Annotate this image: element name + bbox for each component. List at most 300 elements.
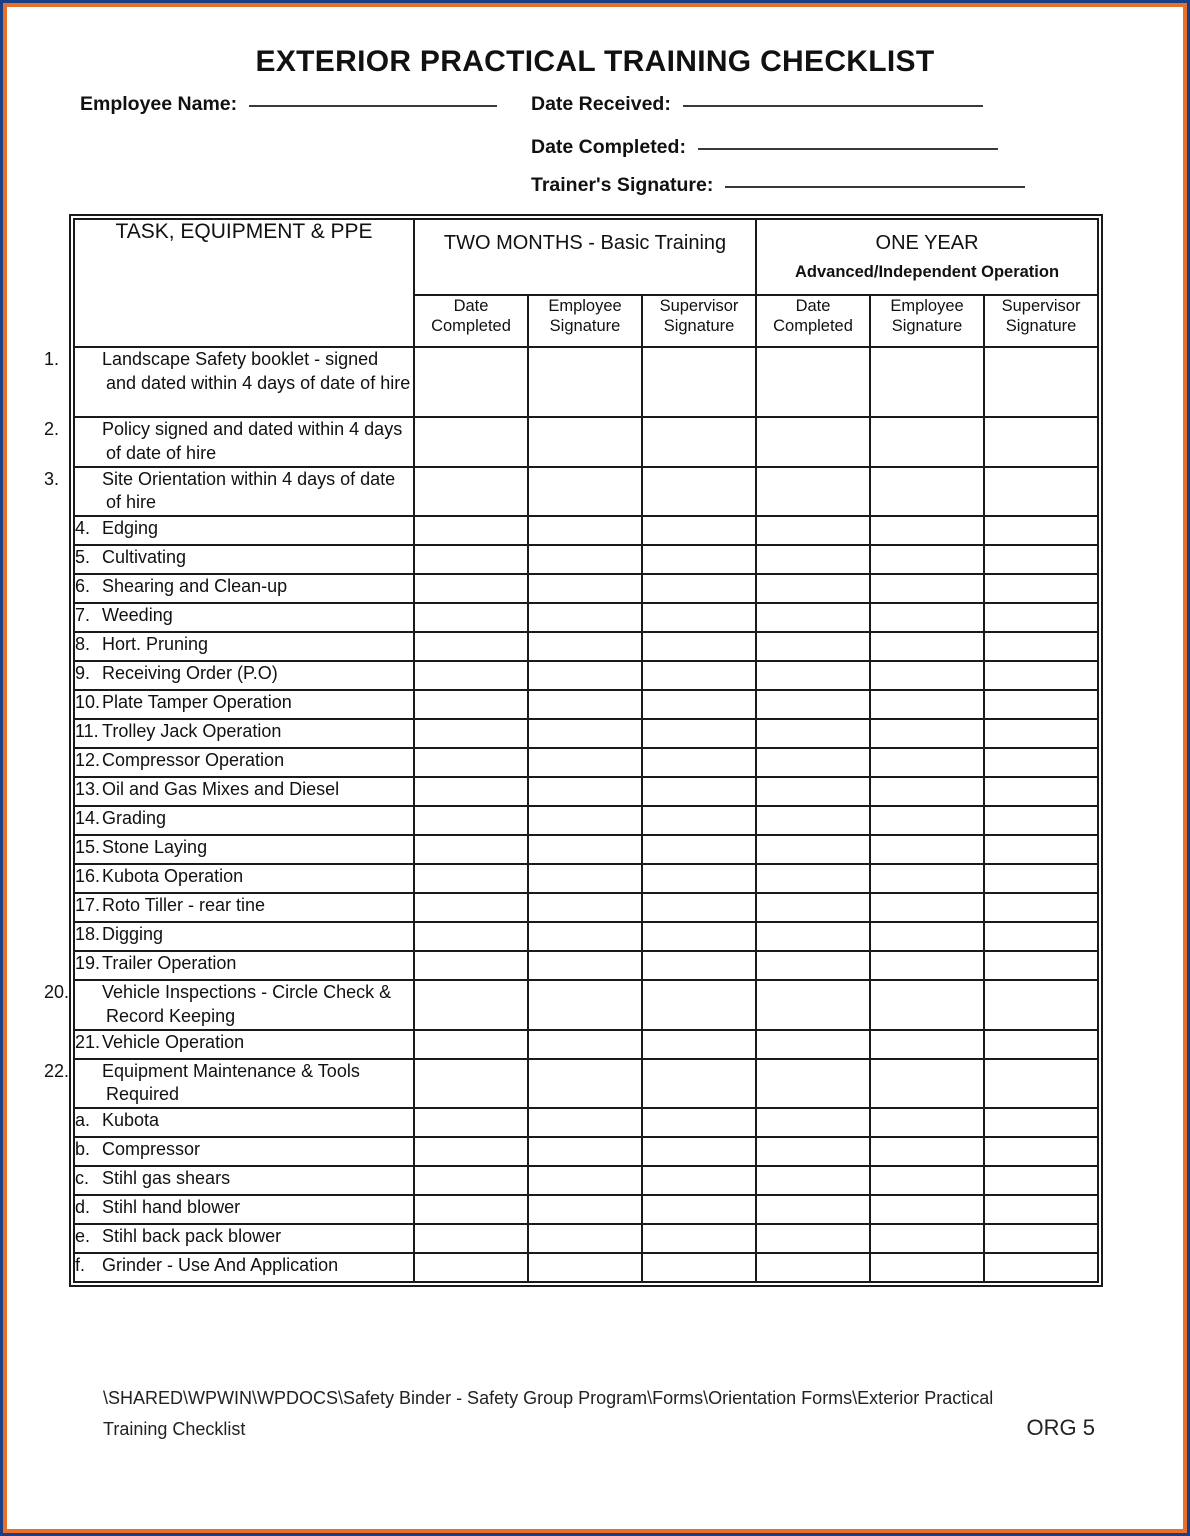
task-text: Stihl hand blower xyxy=(102,1197,241,1217)
cell-two-months-date-completed[interactable] xyxy=(414,1195,528,1224)
cell-two-months-supervisor-signature[interactable] xyxy=(642,690,756,719)
task-text: Kubota xyxy=(102,1110,160,1130)
cell-one-year-date-completed[interactable] xyxy=(756,545,870,574)
cell-one-year-date-completed[interactable] xyxy=(756,1253,870,1282)
task-text: Kubota Operation xyxy=(102,866,244,886)
table-row xyxy=(74,545,1098,574)
cell-two-months-date-completed[interactable] xyxy=(414,467,528,517)
cell-one-year-employee-signature[interactable] xyxy=(870,806,984,835)
cell-two-months-employee-signature[interactable] xyxy=(528,1253,642,1282)
cell-two-months-date-completed[interactable] xyxy=(414,1224,528,1253)
footer-form-code: ORG 5 xyxy=(1026,1414,1095,1440)
cell-two-months-date-completed[interactable] xyxy=(414,1030,528,1059)
group-header-two-months xyxy=(414,219,756,295)
task-number: 22. xyxy=(44,1060,70,1081)
table-row xyxy=(74,661,1098,690)
field-date-received-label: Date Received: xyxy=(531,93,671,115)
task-text: Policy signed and dated within 4 days of date of hire xyxy=(102,419,403,463)
cell-two-months-date-completed[interactable] xyxy=(414,516,528,545)
cell-one-year-supervisor-signature[interactable] xyxy=(984,1030,1098,1059)
table-row xyxy=(74,719,1098,748)
task-number: 6. xyxy=(75,576,91,596)
cell-one-year-supervisor-signature[interactable] xyxy=(984,1108,1098,1137)
cell-two-months-date-completed[interactable] xyxy=(414,632,528,661)
cell-one-year-supervisor-signature[interactable] xyxy=(984,922,1098,951)
cell-one-year-date-completed[interactable] xyxy=(756,864,870,893)
cell-one-year-employee-signature[interactable] xyxy=(870,545,984,574)
cell-one-year-employee-signature[interactable] xyxy=(870,1166,984,1195)
cell-two-months-supervisor-signature[interactable] xyxy=(642,417,756,467)
table-row xyxy=(74,1030,1098,1059)
checklist-table xyxy=(44,218,1099,1283)
table-row xyxy=(74,690,1098,719)
column-header-two-months-employee-signature xyxy=(528,295,642,347)
cell-two-months-supervisor-signature[interactable] xyxy=(642,1166,756,1195)
cell-two-months-employee-signature[interactable] xyxy=(528,1137,642,1166)
cell-two-months-employee-signature[interactable] xyxy=(528,1059,642,1109)
task-number: c. xyxy=(75,1168,90,1188)
task-number: 9. xyxy=(75,663,91,683)
cell-one-year-supervisor-signature[interactable] xyxy=(984,690,1098,719)
cell-two-months-supervisor-signature[interactable] xyxy=(642,574,756,603)
table-row xyxy=(74,1166,1098,1195)
cell-two-months-date-completed[interactable] xyxy=(414,748,528,777)
task-text: Grading xyxy=(102,808,167,828)
task-label-cell xyxy=(74,806,414,835)
cell-one-year-date-completed[interactable] xyxy=(756,603,870,632)
cell-one-year-employee-signature[interactable] xyxy=(870,574,984,603)
cell-one-year-date-completed[interactable] xyxy=(756,661,870,690)
cell-two-months-supervisor-signature[interactable] xyxy=(642,1059,756,1109)
field-trainers-signature xyxy=(531,174,1025,197)
task-number: 11. xyxy=(75,721,99,741)
task-text: Trolley Jack Operation xyxy=(102,721,282,741)
cell-two-months-employee-signature[interactable] xyxy=(528,777,642,806)
cell-two-months-employee-signature[interactable] xyxy=(528,806,642,835)
task-text: Weeding xyxy=(102,605,173,625)
cell-one-year-date-completed[interactable] xyxy=(756,347,870,417)
cell-two-months-supervisor-signature[interactable] xyxy=(642,980,756,1030)
cell-one-year-employee-signature[interactable] xyxy=(870,417,984,467)
task-text: Stone Laying xyxy=(102,837,208,857)
task-number: 15. xyxy=(75,837,101,857)
cell-one-year-supervisor-signature[interactable] xyxy=(984,545,1098,574)
cell-two-months-supervisor-signature[interactable] xyxy=(642,545,756,574)
cell-two-months-supervisor-signature[interactable] xyxy=(642,1195,756,1224)
task-number: 1. xyxy=(44,349,60,369)
table-row xyxy=(74,922,1098,951)
cell-one-year-employee-signature[interactable] xyxy=(870,661,984,690)
cell-one-year-date-completed[interactable] xyxy=(756,922,870,951)
cell-one-year-supervisor-signature[interactable] xyxy=(984,806,1098,835)
table-row xyxy=(74,893,1098,922)
cell-two-months-employee-signature[interactable] xyxy=(528,467,642,517)
cell-two-months-date-completed[interactable] xyxy=(414,347,528,417)
task-text: Compressor Operation xyxy=(102,750,285,770)
cell-one-year-supervisor-signature[interactable] xyxy=(984,516,1098,545)
cell-one-year-date-completed[interactable] xyxy=(756,951,870,980)
task-text: Hort. Pruning xyxy=(102,634,209,654)
cell-two-months-date-completed[interactable] xyxy=(414,417,528,467)
cell-two-months-supervisor-signature[interactable] xyxy=(642,806,756,835)
cell-two-months-supervisor-signature[interactable] xyxy=(642,893,756,922)
table-body xyxy=(44,347,1098,1282)
table-row xyxy=(74,603,1098,632)
cell-one-year-supervisor-signature[interactable] xyxy=(984,661,1098,690)
task-number: 5. xyxy=(75,547,91,567)
cell-one-year-employee-signature[interactable] xyxy=(870,690,984,719)
cell-two-months-supervisor-signature[interactable] xyxy=(642,467,756,517)
cell-two-months-supervisor-signature[interactable] xyxy=(642,1224,756,1253)
cell-two-months-date-completed[interactable] xyxy=(414,806,528,835)
cell-two-months-employee-signature[interactable] xyxy=(528,980,642,1030)
task-text: Site Orientation within 4 days of date of hire xyxy=(102,468,396,513)
cell-two-months-date-completed[interactable] xyxy=(414,922,528,951)
cell-two-months-supervisor-signature[interactable] xyxy=(642,661,756,690)
cell-two-months-employee-signature[interactable] xyxy=(528,347,642,417)
cell-two-months-supervisor-signature[interactable] xyxy=(642,777,756,806)
task-text: Plate Tamper Operation xyxy=(102,692,292,712)
cell-one-year-supervisor-signature[interactable] xyxy=(984,1059,1098,1109)
cell-one-year-supervisor-signature[interactable] xyxy=(984,835,1098,864)
cell-one-year-supervisor-signature[interactable] xyxy=(984,1137,1098,1166)
cell-one-year-employee-signature[interactable] xyxy=(870,632,984,661)
cell-one-year-employee-signature[interactable] xyxy=(870,864,984,893)
task-text: Vehicle Inspections - Circle Check & Record Keeping xyxy=(102,982,392,1026)
cell-two-months-employee-signature[interactable] xyxy=(528,1195,642,1224)
cell-two-months-supervisor-signature[interactable] xyxy=(642,864,756,893)
group-header-one-year-title: ONE YEAR xyxy=(875,232,979,254)
cell-two-months-supervisor-signature[interactable] xyxy=(642,719,756,748)
task-text: Grinder - Use And Application xyxy=(102,1255,339,1275)
task-text: Trailer Operation xyxy=(102,953,237,973)
group-header-one-year xyxy=(756,219,1098,295)
cell-one-year-date-completed[interactable] xyxy=(756,1166,870,1195)
cell-two-months-supervisor-signature[interactable] xyxy=(642,1253,756,1282)
cell-one-year-date-completed[interactable] xyxy=(756,467,870,517)
task-label-cell xyxy=(74,951,414,980)
cell-one-year-date-completed[interactable] xyxy=(756,806,870,835)
task-label-cell xyxy=(44,467,414,517)
cell-two-months-supervisor-signature[interactable] xyxy=(642,1108,756,1137)
page-title: EXTERIOR PRACTICAL TRAINING CHECKLIST xyxy=(255,45,935,78)
table-header xyxy=(74,219,1098,347)
task-label-cell xyxy=(44,347,414,417)
cell-one-year-supervisor-signature[interactable] xyxy=(984,347,1098,417)
table-row xyxy=(74,1108,1098,1137)
task-text: Stihl back pack blower xyxy=(102,1226,282,1246)
cell-two-months-date-completed[interactable] xyxy=(414,835,528,864)
task-label-cell xyxy=(74,1166,414,1195)
cell-two-months-employee-signature[interactable] xyxy=(528,690,642,719)
cell-one-year-employee-signature[interactable] xyxy=(870,603,984,632)
task-text: Receiving Order (P.O) xyxy=(102,663,278,683)
col-label-line1: Date xyxy=(795,297,831,315)
cell-two-months-employee-signature[interactable] xyxy=(528,893,642,922)
cell-two-months-date-completed[interactable] xyxy=(414,1137,528,1166)
field-date-completed-input[interactable] xyxy=(698,148,998,150)
task-number: 3. xyxy=(44,468,60,489)
cell-one-year-date-completed[interactable] xyxy=(756,574,870,603)
cell-two-months-employee-signature[interactable] xyxy=(528,922,642,951)
cell-one-year-date-completed[interactable] xyxy=(756,835,870,864)
cell-one-year-date-completed[interactable] xyxy=(756,719,870,748)
cell-two-months-employee-signature[interactable] xyxy=(528,1224,642,1253)
table-row xyxy=(74,777,1098,806)
task-text: Landscape Safety booklet - signed and dated within 4 days of date of hire xyxy=(102,349,411,393)
cell-one-year-supervisor-signature[interactable] xyxy=(984,1166,1098,1195)
task-label-cell xyxy=(74,661,414,690)
cell-one-year-supervisor-signature[interactable] xyxy=(984,1253,1098,1282)
cell-two-months-supervisor-signature[interactable] xyxy=(642,603,756,632)
cell-one-year-date-completed[interactable] xyxy=(756,980,870,1030)
cell-one-year-date-completed[interactable] xyxy=(756,1030,870,1059)
task-number: a. xyxy=(75,1110,91,1130)
task-number: 20. xyxy=(44,982,70,1002)
cell-one-year-date-completed[interactable] xyxy=(756,417,870,467)
cell-one-year-employee-signature[interactable] xyxy=(870,1059,984,1109)
field-trainers-signature-input[interactable] xyxy=(725,186,1025,188)
paper-sheet xyxy=(7,7,1183,1529)
table-row xyxy=(74,748,1098,777)
table-row xyxy=(74,1137,1098,1166)
col-label-line2: Signature xyxy=(1005,317,1077,336)
cell-one-year-date-completed[interactable] xyxy=(756,1137,870,1166)
cell-two-months-supervisor-signature[interactable] xyxy=(642,347,756,417)
cell-two-months-supervisor-signature[interactable] xyxy=(642,632,756,661)
task-text: Shearing and Clean-up xyxy=(102,576,288,596)
col-label-line1: Supervisor xyxy=(1001,297,1081,315)
cell-one-year-employee-signature[interactable] xyxy=(870,980,984,1030)
field-employee-name-label: Employee Name: xyxy=(80,93,238,115)
task-number: e. xyxy=(75,1226,91,1246)
table-row xyxy=(74,632,1098,661)
cell-one-year-date-completed[interactable] xyxy=(756,690,870,719)
cell-one-year-date-completed[interactable] xyxy=(756,893,870,922)
task-label-cell xyxy=(74,574,414,603)
cell-one-year-date-completed[interactable] xyxy=(756,777,870,806)
cell-one-year-employee-signature[interactable] xyxy=(870,1108,984,1137)
cell-one-year-supervisor-signature[interactable] xyxy=(984,893,1098,922)
field-date-received-input[interactable] xyxy=(683,105,983,107)
task-label-cell xyxy=(74,777,414,806)
cell-two-months-employee-signature[interactable] xyxy=(528,835,642,864)
task-text: Stihl gas shears xyxy=(102,1168,231,1188)
col-label-line2: Completed xyxy=(773,317,853,336)
task-label-cell xyxy=(74,1224,414,1253)
col-label-line2: Signature xyxy=(549,317,621,336)
table-row xyxy=(74,347,1098,417)
cell-one-year-employee-signature[interactable] xyxy=(870,1253,984,1282)
cell-two-months-employee-signature[interactable] xyxy=(528,661,642,690)
cell-one-year-employee-signature[interactable] xyxy=(870,347,984,417)
cell-two-months-employee-signature[interactable] xyxy=(528,545,642,574)
cell-one-year-supervisor-signature[interactable] xyxy=(984,1224,1098,1253)
task-number: 18. xyxy=(75,924,101,944)
cell-one-year-employee-signature[interactable] xyxy=(870,777,984,806)
task-label-cell xyxy=(74,1195,414,1224)
cell-two-months-supervisor-signature[interactable] xyxy=(642,516,756,545)
cell-two-months-date-completed[interactable] xyxy=(414,661,528,690)
cell-two-months-date-completed[interactable] xyxy=(414,864,528,893)
cell-one-year-supervisor-signature[interactable] xyxy=(984,467,1098,517)
cell-one-year-supervisor-signature[interactable] xyxy=(984,574,1098,603)
task-text: Vehicle Operation xyxy=(102,1031,245,1052)
task-text: Equipment Maintenance & Tools Required xyxy=(102,1060,360,1105)
cell-two-months-date-completed[interactable] xyxy=(414,545,528,574)
cell-two-months-supervisor-signature[interactable] xyxy=(642,748,756,777)
cell-two-months-date-completed[interactable] xyxy=(414,603,528,632)
cell-two-months-employee-signature[interactable] xyxy=(528,719,642,748)
task-label-cell xyxy=(74,603,414,632)
cell-one-year-date-completed[interactable] xyxy=(756,632,870,661)
cell-two-months-employee-signature[interactable] xyxy=(528,516,642,545)
group-header-one-year-subtitle: Advanced/Independent Operation xyxy=(795,263,1060,281)
cell-two-months-date-completed[interactable] xyxy=(414,1108,528,1137)
cell-one-year-supervisor-signature[interactable] xyxy=(984,864,1098,893)
col-label-line2: Completed xyxy=(431,317,511,336)
task-text: Compressor xyxy=(102,1139,201,1159)
cell-two-months-supervisor-signature[interactable] xyxy=(642,922,756,951)
table-group-header-row xyxy=(74,219,1098,295)
cell-two-months-date-completed[interactable] xyxy=(414,690,528,719)
cell-one-year-supervisor-signature[interactable] xyxy=(984,603,1098,632)
cell-two-months-employee-signature[interactable] xyxy=(528,864,642,893)
task-number: 12. xyxy=(75,750,101,770)
cell-one-year-employee-signature[interactable] xyxy=(870,893,984,922)
table-row xyxy=(74,806,1098,835)
cell-one-year-date-completed[interactable] xyxy=(756,516,870,545)
cell-one-year-date-completed[interactable] xyxy=(756,1059,870,1109)
cell-one-year-supervisor-signature[interactable] xyxy=(984,417,1098,467)
task-number: 8. xyxy=(75,634,91,654)
cell-one-year-employee-signature[interactable] xyxy=(870,835,984,864)
task-label-cell xyxy=(74,864,414,893)
cell-two-months-date-completed[interactable] xyxy=(414,980,528,1030)
cell-one-year-supervisor-signature[interactable] xyxy=(984,632,1098,661)
cell-two-months-date-completed[interactable] xyxy=(414,574,528,603)
task-number: 14. xyxy=(75,808,101,828)
task-number: 4. xyxy=(75,518,91,538)
task-text: Edging xyxy=(102,518,159,538)
cell-one-year-date-completed[interactable] xyxy=(756,1224,870,1253)
cell-two-months-date-completed[interactable] xyxy=(414,893,528,922)
cell-two-months-employee-signature[interactable] xyxy=(528,1166,642,1195)
task-number: 2. xyxy=(44,419,60,439)
cell-one-year-date-completed[interactable] xyxy=(756,748,870,777)
cell-two-months-supervisor-signature[interactable] xyxy=(642,951,756,980)
field-date-received xyxy=(531,93,983,116)
cell-two-months-date-completed[interactable] xyxy=(414,1253,528,1282)
task-label-cell xyxy=(74,690,414,719)
cell-two-months-employee-signature[interactable] xyxy=(528,574,642,603)
task-label-cell xyxy=(74,545,414,574)
col-label-line1: Employee xyxy=(890,297,964,315)
task-number: 10. xyxy=(75,692,101,712)
cell-two-months-employee-signature[interactable] xyxy=(528,748,642,777)
cell-one-year-employee-signature[interactable] xyxy=(870,1224,984,1253)
table-row xyxy=(74,574,1098,603)
task-label-cell xyxy=(74,632,414,661)
cell-two-months-supervisor-signature[interactable] xyxy=(642,835,756,864)
col-label-line1: Employee xyxy=(548,297,622,315)
task-label-cell xyxy=(74,922,414,951)
cell-two-months-supervisor-signature[interactable] xyxy=(642,1137,756,1166)
column-header-one-year-date-completed xyxy=(756,295,870,347)
cell-one-year-date-completed[interactable] xyxy=(756,1108,870,1137)
cell-one-year-supervisor-signature[interactable] xyxy=(984,951,1098,980)
cell-two-months-employee-signature[interactable] xyxy=(528,632,642,661)
task-number: 16. xyxy=(75,866,101,886)
task-number: f. xyxy=(75,1255,86,1275)
task-label-cell xyxy=(44,980,414,1030)
task-text: Cultivating xyxy=(102,547,187,567)
task-label-cell xyxy=(44,1059,414,1109)
cell-one-year-employee-signature[interactable] xyxy=(870,922,984,951)
cell-two-months-date-completed[interactable] xyxy=(414,951,528,980)
task-number: 7. xyxy=(75,605,91,625)
cell-two-months-supervisor-signature[interactable] xyxy=(642,1030,756,1059)
column-header-one-year-supervisor-signature xyxy=(984,295,1098,347)
cell-one-year-employee-signature[interactable] xyxy=(870,516,984,545)
field-trainers-signature-label: Trainer's Signature: xyxy=(531,174,714,196)
footer-file-path-line1: \SHARED\WPWIN\WPDOCS\Safety Binder - Safety Group Program\Forms\Orientation Forms\Exterior Practical xyxy=(103,1388,994,1408)
cell-two-months-employee-signature[interactable] xyxy=(528,417,642,467)
cell-one-year-supervisor-signature[interactable] xyxy=(984,980,1098,1030)
cell-one-year-supervisor-signature[interactable] xyxy=(984,719,1098,748)
col-label-line1: Date xyxy=(453,297,489,315)
table-row xyxy=(74,1253,1098,1282)
task-label-cell xyxy=(74,1030,414,1059)
column-header-one-year-employee-signature xyxy=(870,295,984,347)
cell-one-year-employee-signature[interactable] xyxy=(870,951,984,980)
cell-one-year-supervisor-signature[interactable] xyxy=(984,748,1098,777)
footer-second-line xyxy=(103,1412,1103,1443)
task-label-cell xyxy=(74,516,414,545)
cell-two-months-date-completed[interactable] xyxy=(414,1166,528,1195)
table-row xyxy=(74,980,1098,1030)
cell-one-year-employee-signature[interactable] xyxy=(870,467,984,517)
cell-two-months-employee-signature[interactable] xyxy=(528,951,642,980)
task-text: Digging xyxy=(102,924,164,944)
cell-one-year-employee-signature[interactable] xyxy=(870,1137,984,1166)
cell-one-year-employee-signature[interactable] xyxy=(870,1030,984,1059)
cell-one-year-employee-signature[interactable] xyxy=(870,748,984,777)
table-row xyxy=(74,864,1098,893)
table-row xyxy=(74,1224,1098,1253)
task-label-cell xyxy=(74,1108,414,1137)
cell-two-months-date-completed[interactable] xyxy=(414,719,528,748)
cell-one-year-date-completed[interactable] xyxy=(756,1195,870,1224)
task-label-cell xyxy=(74,835,414,864)
table-row xyxy=(74,467,1098,517)
cell-two-months-employee-signature[interactable] xyxy=(528,603,642,632)
cell-one-year-employee-signature[interactable] xyxy=(870,1195,984,1224)
task-text: Roto Tiller - rear tine xyxy=(102,895,266,915)
cell-one-year-supervisor-signature[interactable] xyxy=(984,1195,1098,1224)
cell-two-months-date-completed[interactable] xyxy=(414,777,528,806)
cell-two-months-date-completed[interactable] xyxy=(414,1059,528,1109)
table-row xyxy=(74,1195,1098,1224)
task-label-cell xyxy=(74,893,414,922)
field-employee-name-input[interactable] xyxy=(249,105,497,107)
column-header-two-months-date-completed xyxy=(414,295,528,347)
cell-two-months-employee-signature[interactable] xyxy=(528,1030,642,1059)
cell-one-year-employee-signature[interactable] xyxy=(870,719,984,748)
task-number: 19. xyxy=(75,953,101,973)
cell-one-year-supervisor-signature[interactable] xyxy=(984,777,1098,806)
cell-two-months-employee-signature[interactable] xyxy=(528,1108,642,1137)
